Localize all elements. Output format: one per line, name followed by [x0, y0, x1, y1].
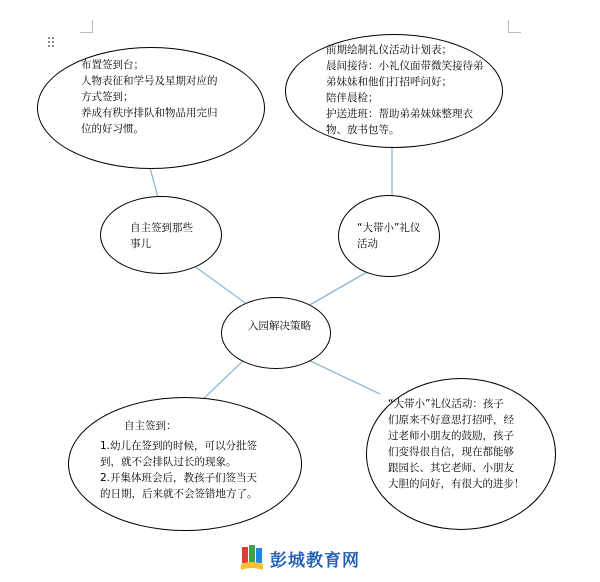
bottom-left-text: 1.幼儿在签到的时候，可以分批签 到，就不会排队过长的现象。 2.开集体班会后，教孩子们签当天 的日期，后来就不会签错地方了。	[100, 440, 258, 500]
bottom-right-text: “大带小”礼仪活动：孩子 们原来不好意思打招呼，经 过老师小朋友的鼓励，孩子 们变得很自信，现在都能够 跟园长、其它老师、小朋友 大胆的问好，有很大的进步！	[388, 398, 525, 490]
right-branch-label: “大带小”礼仪 活动	[357, 222, 421, 250]
center-label: 入园解决策略	[248, 320, 311, 332]
connector-center-bottom-left	[200, 358, 246, 402]
bottom-left-title: 自主签到：	[124, 420, 177, 432]
watermark-text: 彭城教育网	[270, 550, 360, 571]
watermark-logo	[240, 545, 360, 571]
right-detail-text: 前期绘制礼仪活动计划表； 晨间接待：小礼仪面带微笑接待弟 弟妹妹和他们打招呼问好； 陪伴晨检； 护送进班：帮助弟弟妹妹整理衣 物、放书包等。	[326, 44, 484, 136]
connector-center-right	[308, 272, 367, 306]
connector-center-bottom-right	[304, 358, 380, 394]
left-detail-text: 布置签到台； 人物表征和学号及星期对应的 方式签到； 养成有秩序排队和物品用完归 位的好习惯。	[81, 59, 218, 135]
book-logo-icon	[240, 545, 264, 571]
left-branch-label: 自主签到那些 事儿	[130, 222, 193, 250]
